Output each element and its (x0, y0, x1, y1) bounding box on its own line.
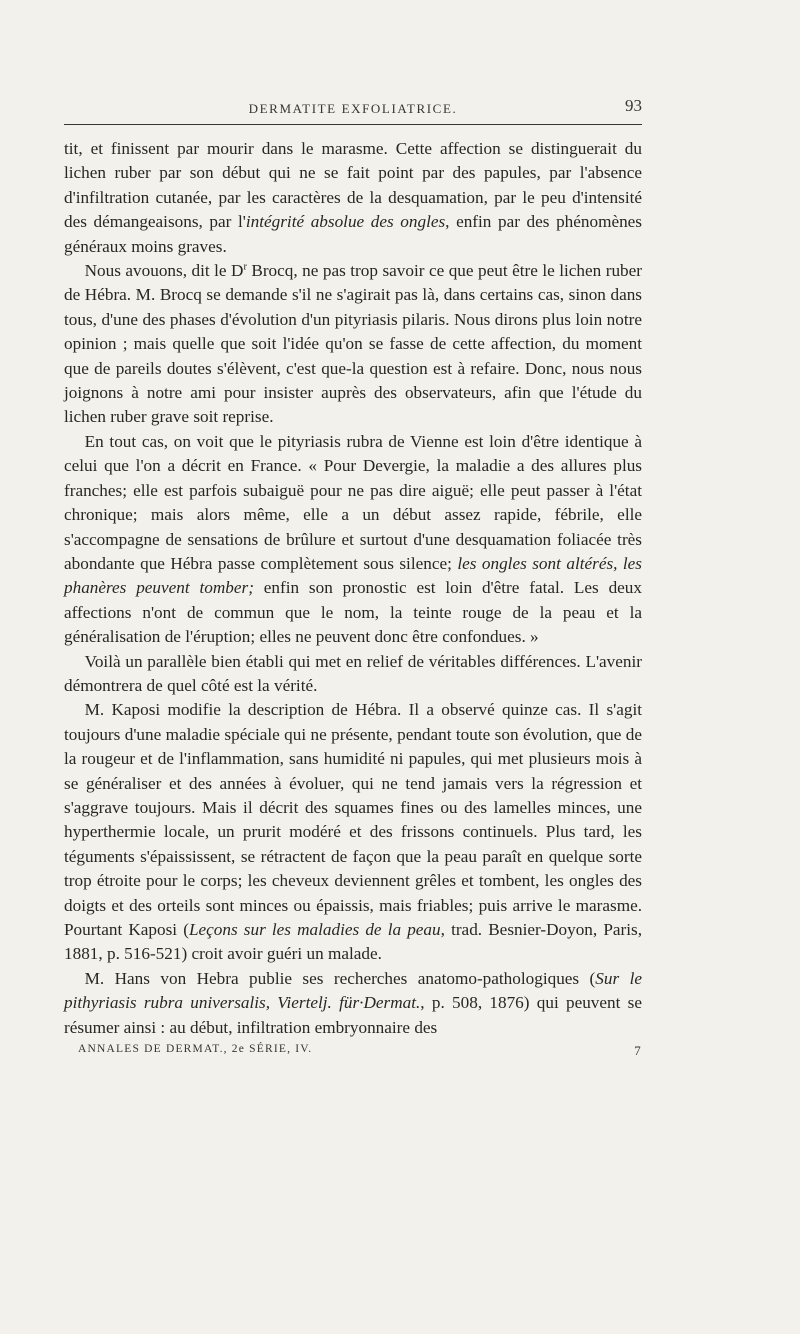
text-run: enfin son pronostic est loin d'être fatal. Les deux affections n'ont de commun que le nom, la teinte rouge de la peau et la généralisation de l'éruption; elles ne peuvent donc être confondues. » (64, 578, 642, 647)
text-run: tit, et finissent par mourir dans le marasme. Cette affection se distinguerait du lichen ruber par son début qui ne se fait point par des papules, par l'absence d'infiltration cutanée, par les caractères de la desquamation, par le peu d'intensité des démangeaisons, par l' (64, 139, 642, 232)
paragraph (64, 259, 642, 430)
italic-run: Leçons sur les maladies de la peau (188, 920, 441, 939)
paragraph (64, 967, 642, 1040)
text-run: En tout cas, on voit que le pityriasis rubra de Vienne est loin d'être identique à celui que l'on a décrit en France. « Pour Devergie, la maladie a des allures plus franches; elle est parfois subaiguë pour ne pas dire aiguë; elle peut passer à l'état chronique; mais alors même, elle a un début assez rapide, fébrile, elle s'accompagne de sensations de brûlure et surtout d'une desquamation foliacée très abondante que Hébra passe complètement sous silence; (64, 431, 642, 573)
superscript: r (243, 261, 247, 273)
signature-mark: 7 (634, 1043, 642, 1059)
text-run: Nous avouons, dit le D (84, 261, 244, 281)
paragraph (64, 137, 642, 259)
text-run: Brocq, ne pas trop savoir ce que peut être le lichen ruber de Hébra. M. Brocq se demande s'il ne s'agirait pas là, dans certains cas, sinon dans tous, d'une des phases d'évolution d'un pityriasis pilaris. Nous dirons plus loin notre opinion ; mais quelle que soit l'idée qu'on se fasse de cette affection, du moment que de pareils doutes s'élèvent, c'est que-la question est à refaire. Donc, nous nous joignons à notre ami pour insister auprès des observateurs, afin que l'étude du lichen ruber grave soit reprise. (64, 261, 642, 427)
italic-run: Sur le pithyriasis rubra universalis, Viertelj. für·Dermat. (64, 968, 642, 1013)
body-text (64, 137, 642, 1040)
paragraph: Voilà un parallèle bien établi qui met en relief de véritables différences. L'avenir démontrera de quel côté est la vérité. (64, 651, 642, 695)
italic-run: intégrité absolue des ongles (245, 212, 446, 232)
page-number: 93 (625, 96, 642, 115)
running-title: DERMATITE EXFOLIATRICE. (248, 101, 458, 116)
text-run: , enfin par des phénomènes généraux moins graves. (64, 212, 642, 256)
running-head (64, 96, 642, 124)
page-footer (64, 1043, 642, 1063)
paragraph (64, 698, 642, 966)
text-run: , trad. Besnier-Doyon, Paris, 1881, p. 516-521) croit avoir guéri un malade. (64, 920, 642, 964)
text-run: M. Kaposi modifie la description de Hébra. Il a observé quinze cas. Il s'agit toujours d'une maladie spéciale qui ne présente, pendant toute son évolution, que de la rougeur et de l'inflammation, sans humidité ni papules, qui met plusieurs mois à se généraliser et des années à évoluer, qui ne tend jamais vers la régression et s'aggrave toujours. Mais il décrit des squames fines ou des lamelles minces, une hyperthermie locale, un prurit modéré et des frissons continuels. Plus tard, les téguments s'épaississent, se rétractent de façon que la peau paraît en quelque sorte trop étroite pour le corps; les cheveux deviennent grêles et tombent, les ongles des doigts et des orteils sont minces ou épaissis, mais friables; puis arrive le marasme. Pourtant Kaposi ( (64, 700, 642, 939)
paragraph (64, 430, 642, 650)
italic-run: les ongles sont altérés, les phanères peuvent tomber; (64, 553, 642, 598)
book-page (64, 96, 642, 1063)
text-run: M. Hans von Hebra publie ses recherches anatomo-pathologiques ( (84, 968, 596, 988)
header-rule (64, 124, 642, 125)
signature-line: ANNALES DE DERMAT., 2e SÉRIE, IV. (78, 1043, 313, 1056)
text-run: , p. 508, 1876) qui peuvent se résumer ainsi : au début, infiltration embryonnaire des (64, 993, 642, 1037)
